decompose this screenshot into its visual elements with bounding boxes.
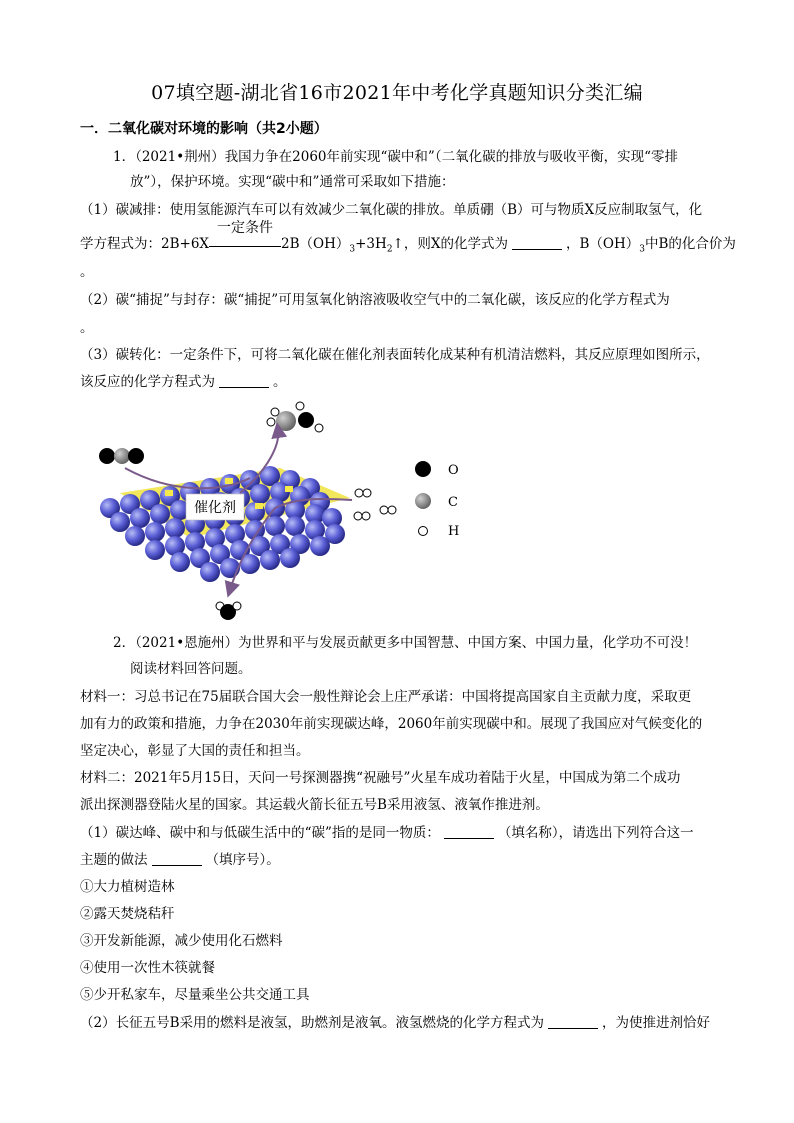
- legend-c-label: C: [448, 495, 458, 510]
- q1-part1-line1: （1）碳减排：使用氢能源汽车可以有效减少二氧化碳的排放。单质硼（B）可与物质X反应制取氢气，化: [80, 202, 703, 218]
- equation-tail: ↑，则X的化学式为: [392, 236, 508, 252]
- q2-part2-text-a: （2）长征五号B采用的燃料是液氢，助燃剂是液氧。液氢燃烧的化学方程式为: [80, 1015, 545, 1031]
- q2-part1-text-d: （填序号）。: [205, 852, 280, 868]
- q1-part2-line1: （2）碳“捕捉”与封存：碳“捕捉”可用氢氧化钠溶液吸收空气中的二氧化碳，该反应的化学方程式为: [80, 292, 670, 308]
- legend-o-swatch: [415, 461, 431, 477]
- q1-intro-line2: 放”），保护环境。实现“碳中和”通常可采取如下措施：: [130, 174, 455, 190]
- q2-part2-text-b: ，为使推进剂恰好: [602, 1015, 711, 1031]
- q2-part1-text-c: 主题的做法: [80, 852, 148, 868]
- methanol-molecule: [267, 402, 323, 432]
- q2-material1-line2: 加有力的政策和措施，力争在2030年前实现碳达峰，2060年前实现碳中和。展现了我国应对气候变化的: [80, 716, 703, 732]
- legend-h-label: H: [448, 524, 460, 539]
- answer-blank[interactable]: [219, 373, 269, 388]
- option-2: ②露天焚烧秸秆: [80, 906, 175, 922]
- hydrogen-molecules: [354, 489, 396, 520]
- subscript: 3: [639, 244, 645, 255]
- legend-c-swatch: [415, 493, 431, 509]
- option-1: ①大力植树造林: [80, 879, 175, 895]
- co2-molecule: [99, 448, 144, 464]
- q1-part3-text: 该反应的化学方程式为: [80, 374, 215, 390]
- reaction-condition-arrow: [209, 220, 281, 250]
- q2-material2-line1: 材料二：2021年5月15日，天问一号探测器携“祝融号”火星车成功着陆于火星，中国成为第二个成功: [80, 770, 681, 786]
- q1-part3-line2: [80, 372, 287, 392]
- section-heading: 一．二氧化碳对环境的影响（共2小题）: [80, 121, 328, 137]
- q2-material1-line3: 坚定决心，彰显了大国的责任和担当。: [80, 743, 310, 759]
- option-5: ⑤少开私家车，尽量乘坐公共交通工具: [80, 987, 310, 1003]
- water-molecule: [216, 602, 241, 620]
- q2-part1-line1: [80, 823, 694, 843]
- catalyst-lattice: [100, 466, 350, 582]
- q1-part1-equation-line: [80, 220, 736, 260]
- subscript: 3: [349, 244, 356, 255]
- q1-part3-line1: （3）碳转化：一定条件下，可将二氧化碳在催化剂表面转化成某种有机清洁燃料，其反应原理如图所示，: [80, 347, 710, 363]
- q1-part2-end: 。: [80, 320, 94, 336]
- answer-blank[interactable]: [548, 1014, 598, 1029]
- legend-o-label: O: [448, 463, 459, 478]
- q2-part2-line1: [80, 1013, 710, 1033]
- q2-intro-line1: 2．（2021•恩施州）为世界和平与发展贡献更多中国智慧、中国方案、中国力量，化学功不可没！: [113, 635, 698, 651]
- option-3: ③开发新能源，减少使用化石燃料: [80, 933, 283, 949]
- legend: [415, 461, 459, 539]
- q2-material1-line1: 材料一：习总书记在75届联合国大会一般性辩论会上庄严承诺：中国将提高国家自主贡献力度，采取更: [80, 689, 692, 705]
- legend-h-swatch: [419, 527, 428, 536]
- catalyst-label: 催化剂: [194, 500, 236, 516]
- option-4: ④使用一次性木筷就餐: [80, 960, 215, 976]
- q2-part1-text-a: （1）碳达峰、碳中和与低碳生活中的“碳”指的是同一物质：: [80, 825, 440, 841]
- reaction-condition: 一定条件: [217, 220, 274, 236]
- reaction-diagram: [80, 398, 500, 630]
- equation-left: 学方程式为：2B+6X: [80, 236, 210, 252]
- answer-blank[interactable]: [152, 851, 202, 866]
- q1-intro-line1: 1．（2021•荆州）我国力争在2060年前实现“碳中和”（二氧化碳的排放与吸收平衡，实现“零排: [113, 149, 678, 165]
- q2-part1-line2: [80, 850, 280, 870]
- subscript: 2: [386, 244, 393, 255]
- q1-part3-end: 。: [273, 374, 287, 390]
- q2-intro-line2: 阅读材料回答问题。: [130, 661, 252, 677]
- q1-part1-end: 。: [80, 264, 94, 280]
- equation-tail2: ，B（OH）: [565, 236, 640, 252]
- answer-blank[interactable]: [444, 824, 494, 839]
- q2-material2-line2: 派出探测器登陆火星的国家。其运载火箭长征五号B采用液氢、液氧作推进剂。: [80, 797, 549, 813]
- answer-blank[interactable]: [512, 235, 562, 250]
- q2-part1-text-b: （填名称），请选出下列符合这一: [497, 825, 694, 841]
- equation-right: 2B（OH）: [281, 236, 350, 252]
- page-title: 07填空题-湖北省16市2021年中考化学真题知识分类汇编: [151, 82, 643, 104]
- equation-mid: +3H: [355, 236, 387, 252]
- equation-tail3: 中B的化合价为: [644, 236, 736, 252]
